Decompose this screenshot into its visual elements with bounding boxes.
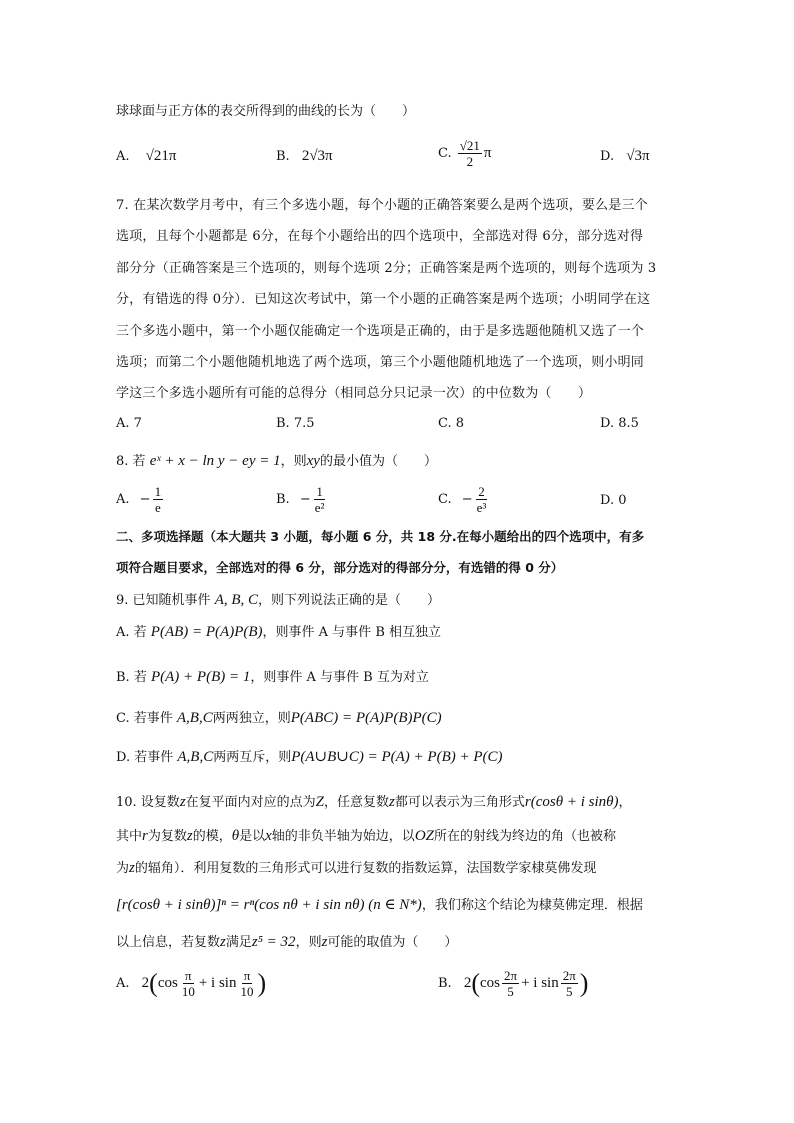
q10-option-b: B. 2(cos $\frac{2\pi}{5}$ + i sin $\frac{2\pi}{5}$ ): [438, 968, 589, 999]
q9-option-a: A. 若 P(AB) = P(A)P(B)，则事件 A 与事件 B 相互独立: [116, 624, 442, 640]
q10-line-1: 10. 设复数z在复平面内对应的点为Z，任意复数z都可以表示为三角形式r(cosθ + i sinθ)，: [116, 794, 632, 810]
q6-option-d: D. √3π: [600, 148, 650, 164]
q10-line-4: [r(cosθ + i sinθ)]ⁿ = rⁿ(cos nθ + i sin nθ) (n ∈ N*)，我们称这个结论为棣莫佛定理．根据: [116, 897, 643, 913]
q9-option-d: D. 若事件 A,B,C两两互斥，则P(A∪B∪C) = P(A) + P(B) + P(C): [116, 749, 503, 765]
paren-left: (: [149, 968, 158, 998]
q10-option-a: A. 2(cos $\frac{\pi}{10}$ + i sin $\frac{\pi}{10}$ ): [116, 968, 267, 999]
fraction: $\frac{\pi}{10}$: [240, 968, 254, 999]
paren-right: ): [579, 968, 589, 998]
q8-option-b: B. − $\frac{1}{\text{e²}}$: [276, 484, 325, 515]
fraction: $\frac{\pi}{10}$: [181, 968, 195, 999]
q6-option-a: A. √21π: [116, 148, 177, 164]
q7-option-d: D. 8.5: [600, 416, 639, 431]
q10-line-5: 以上信息，若复数z满足z⁵ = 32，则z可能的取值为（ ）: [116, 934, 458, 950]
q7-line-3: 部分分（正确答案是三个选项的，则每个选项 2分；正确答案是两个选项的，则每个选项为 3: [116, 261, 657, 276]
q7-line-6: 选项；而第二个小题他随机地选了两个选项，第三个小题他随机地选了一个选项，则小明同: [116, 355, 645, 370]
fraction: $\frac{2\pi}{5}$: [562, 968, 576, 999]
q10-line-2: 其中r为复数z的模，θ是以x轴的非负半轴为始边，以OZ所在的射线为终边的角（也被称: [116, 828, 617, 844]
q7-option-b: B. 7.5: [276, 416, 315, 431]
fraction: $\frac{1}{\text{e²}}$: [314, 484, 325, 515]
q7-line-2: 选项，且每个小题都是 6分，在每个小题给出的四个选项中，全部选对得 6分，部分选对得: [116, 229, 644, 244]
q8-stem: 8. 若 eˣ + x − ln y − ey = 1，则xy的最小值为（ ）: [116, 453, 437, 469]
q8-option-d: D. 0: [600, 493, 627, 508]
fraction: $\frac{2\pi}{5}$: [504, 968, 518, 999]
q10-line-3: 为z的辐角）．利用复数的三角形式可以进行复数的指数运算，法国数学家棣莫佛发现: [116, 860, 597, 876]
q7-line-7: 学这三个多选小题所有可能的总得分（相同总分只记录一次）的中位数为（ ）: [116, 386, 592, 401]
q8-option-a: A. − $\frac{1}{e}$: [116, 484, 162, 515]
q9-stem: 9. 已知随机事件 A, B, C，则下列说法正确的是（ ）: [116, 592, 441, 608]
q9-option-c: C. 若事件 A,B,C两两独立，则P(ABC) = P(A)P(B)P(C): [116, 710, 442, 726]
q6-option-b: B. 2√3π: [276, 148, 333, 164]
q8-option-c: C. − $\frac{2}{\text{e³}}$: [438, 484, 487, 515]
fraction: $\frac{2}{\text{e³}}$: [476, 484, 487, 515]
paren-left: (: [471, 968, 480, 998]
section-2-heading-line-1: 二、多项选择题（本大题共 3 小题，每小题 6 分，共 18 分.在每小题给出的四个选项中，有多: [116, 529, 645, 544]
fraction: $\frac{1}{e}$: [154, 484, 162, 515]
q6-option-c: C. $\frac{√21}{2}$ π: [438, 138, 492, 169]
q9-option-b: B. 若 P(A) + P(B) = 1，则事件 A 与事件 B 互为对立: [116, 669, 429, 685]
fraction: $\frac{√21}{2}$: [459, 138, 480, 169]
paren-right: ): [257, 968, 267, 998]
section-2-heading-line-2: 项符合题目要求，全部选对的得 6 分，部分选对的得部分分，有选错的得 0 分）: [116, 560, 564, 575]
q6-stem-tail: 球球面与正方体的表交所得到的曲线的长为（ ）: [116, 104, 416, 119]
q7-line-4: 分，有错选的得 0分）．已知这次考试中，第一个小题的正确答案是两个选项；小明同学在这: [116, 292, 651, 307]
q7-option-c: C. 8: [438, 416, 465, 431]
q7-line-1: 7. 在某次数学月考中，有三个多选小题，每个小题的正确答案要么是两个选项，要么是三个: [116, 198, 648, 213]
q7-line-5: 三个多选小题中，第一个小题仅能确定一个选项是正确的，由于是多选题他随机又选了一个: [116, 324, 645, 339]
q7-option-a: A. 7: [116, 416, 142, 431]
